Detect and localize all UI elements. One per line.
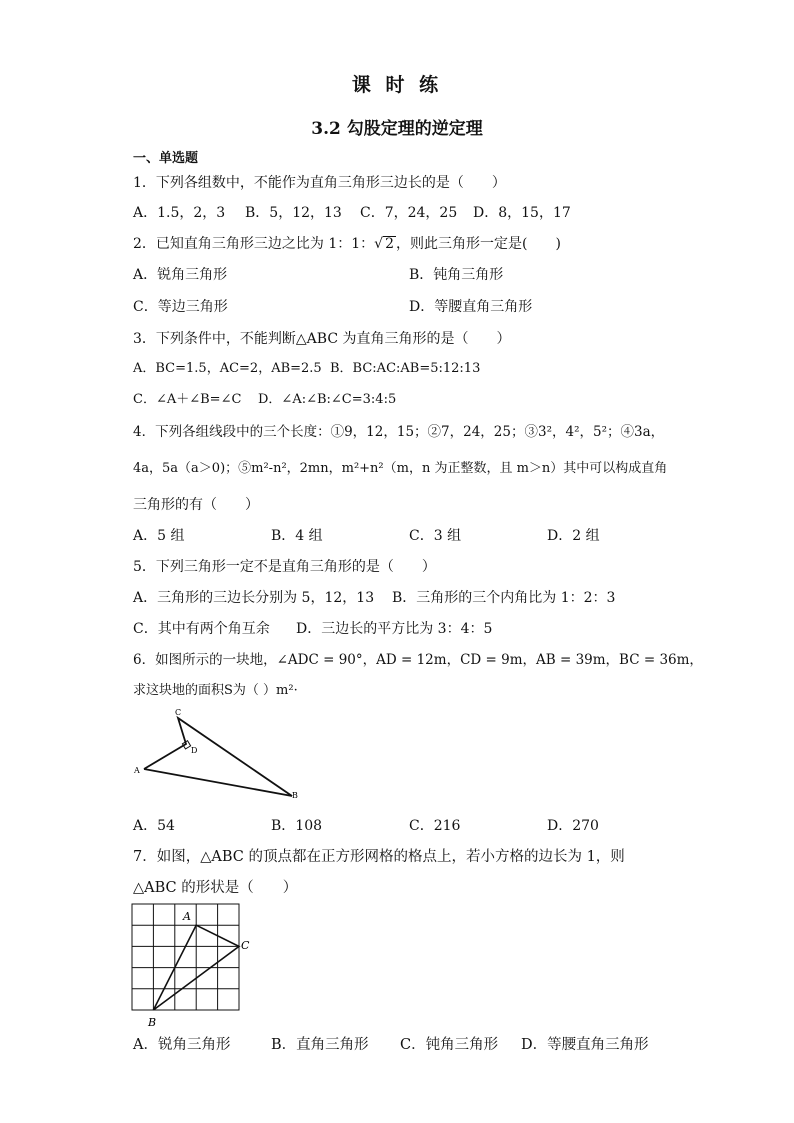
q6-option-d[interactable]: D．270 [547, 818, 599, 834]
q2-option-c[interactable]: C．等边三角形 [133, 299, 228, 315]
q3-option-c[interactable]: C．∠A＋∠B=∠C [133, 392, 242, 407]
q7-option-b[interactable]: B．直角三角形 [271, 1037, 369, 1053]
q2-option-b[interactable]: B．钝角三角形 [409, 267, 504, 283]
q5-option-b[interactable]: B．三角形的三个内角比为 1：2：3 [392, 590, 616, 606]
page-title: 课 时 练 [351, 74, 443, 96]
section-heading: 一、单选题 [133, 151, 199, 166]
q2-stem-part1: 2．已知直角三角形三边之比为 1：1： [133, 236, 375, 252]
q3-option-b[interactable]: B．BC:AC:AB=5:12:13 [330, 361, 481, 376]
q4-stem-line3: 三角形的有（ ） [133, 497, 259, 513]
q6-label-c: C [175, 708, 182, 717]
q1-option-b[interactable]: B．5，12，13 [245, 205, 342, 221]
q2-stem [133, 235, 561, 253]
q3-stem: 3．下列条件中，不能判断△ABC 为直角三角形的是（ ） [133, 331, 511, 347]
q5-option-d[interactable]: D．三边长的平方比为 3：4：5 [296, 621, 493, 637]
q4-option-a[interactable]: A．5 组 [133, 528, 185, 544]
sqrt-symbol-icon: √ [374, 236, 384, 252]
q6-figure-outline [144, 718, 292, 796]
q5-stem: 5．下列三角形一定不是直角三角形的是（ ） [133, 559, 436, 575]
q4-option-d[interactable]: D．2 组 [547, 528, 600, 544]
q2-sqrt-value: 2 [385, 236, 395, 252]
q6-option-b[interactable]: B．108 [271, 818, 323, 834]
q7-option-c[interactable]: C．钝角三角形 [400, 1037, 499, 1053]
q6-stem-line1: 6．如图所示的一块地，∠ADC = 90°，AD = 12m，CD = 9m，AB = 39m，BC = 36m， [133, 652, 703, 668]
q5-option-c[interactable]: C．其中有两个角互余 [133, 621, 270, 637]
q4-stem-line2: 4a，5a（a＞0)；⑤m²-n²，2mn，m²+n²（m，n 为正整数，且 m＞n）其中可以构成直角 [133, 461, 668, 476]
q6-label-a: A [134, 766, 140, 775]
q6-label-d: D [191, 746, 198, 755]
q6-option-a[interactable]: A．54 [133, 818, 175, 834]
q6-option-c[interactable]: C．216 [409, 818, 461, 834]
q1-option-d[interactable]: D．8，15，17 [473, 205, 571, 221]
q4-option-c[interactable]: C．3 组 [409, 528, 462, 544]
q4-option-b[interactable]: B．4 组 [271, 528, 323, 544]
q5-option-a[interactable]: A．三角形的三边长分别为 5，12，13 [133, 590, 375, 606]
q7-stem-line1: 7．如图，△ABC 的顶点都在正方形网格的格点上，若小方格的边长为 1，则 [133, 849, 625, 865]
q7-label-b: B [148, 1016, 157, 1029]
q6-label-b: B [292, 791, 298, 800]
q4-stem-line1: 4．下列各组线段中的三个长度：①9，12，15；②7，24，25；③3²，4²，5²；④3a， [133, 424, 665, 440]
q7-label-a: A [183, 910, 191, 923]
q2-option-d[interactable]: D．等腰直角三角形 [409, 299, 533, 315]
q6-quadrilateral-figure [130, 702, 310, 804]
q2-option-a[interactable]: A．锐角三角形 [133, 267, 228, 283]
q3-option-d[interactable]: D．∠A:∠B:∠C=3:4:5 [258, 392, 397, 407]
q1-option-a[interactable]: A．1.5，2，3 [133, 205, 226, 221]
lesson-subtitle: 3.2 勾股定理的逆定理 [311, 119, 483, 139]
q7-label-c: C [241, 939, 250, 952]
q1-option-c[interactable]: C．7，24，25 [360, 205, 458, 221]
q7-option-a[interactable]: A．锐角三角形 [133, 1037, 231, 1053]
q6-stem-line2: 求这块地的面积S为（ ）m²· [133, 683, 298, 698]
q7-option-d[interactable]: D．等腰直角三角形 [521, 1037, 649, 1053]
q7-stem-line2: △ABC 的形状是（ ） [133, 880, 298, 896]
q1-stem: 1．下列各组数中，不能作为直角三角形三边长的是（ ） [133, 175, 506, 191]
q2-stem-part2: ，则此三角形一定是( ) [396, 236, 561, 252]
q3-option-a[interactable]: A．BC=1.5，AC=2，AB=2.5 [133, 361, 322, 376]
q7-grid-figure [128, 900, 258, 1030]
